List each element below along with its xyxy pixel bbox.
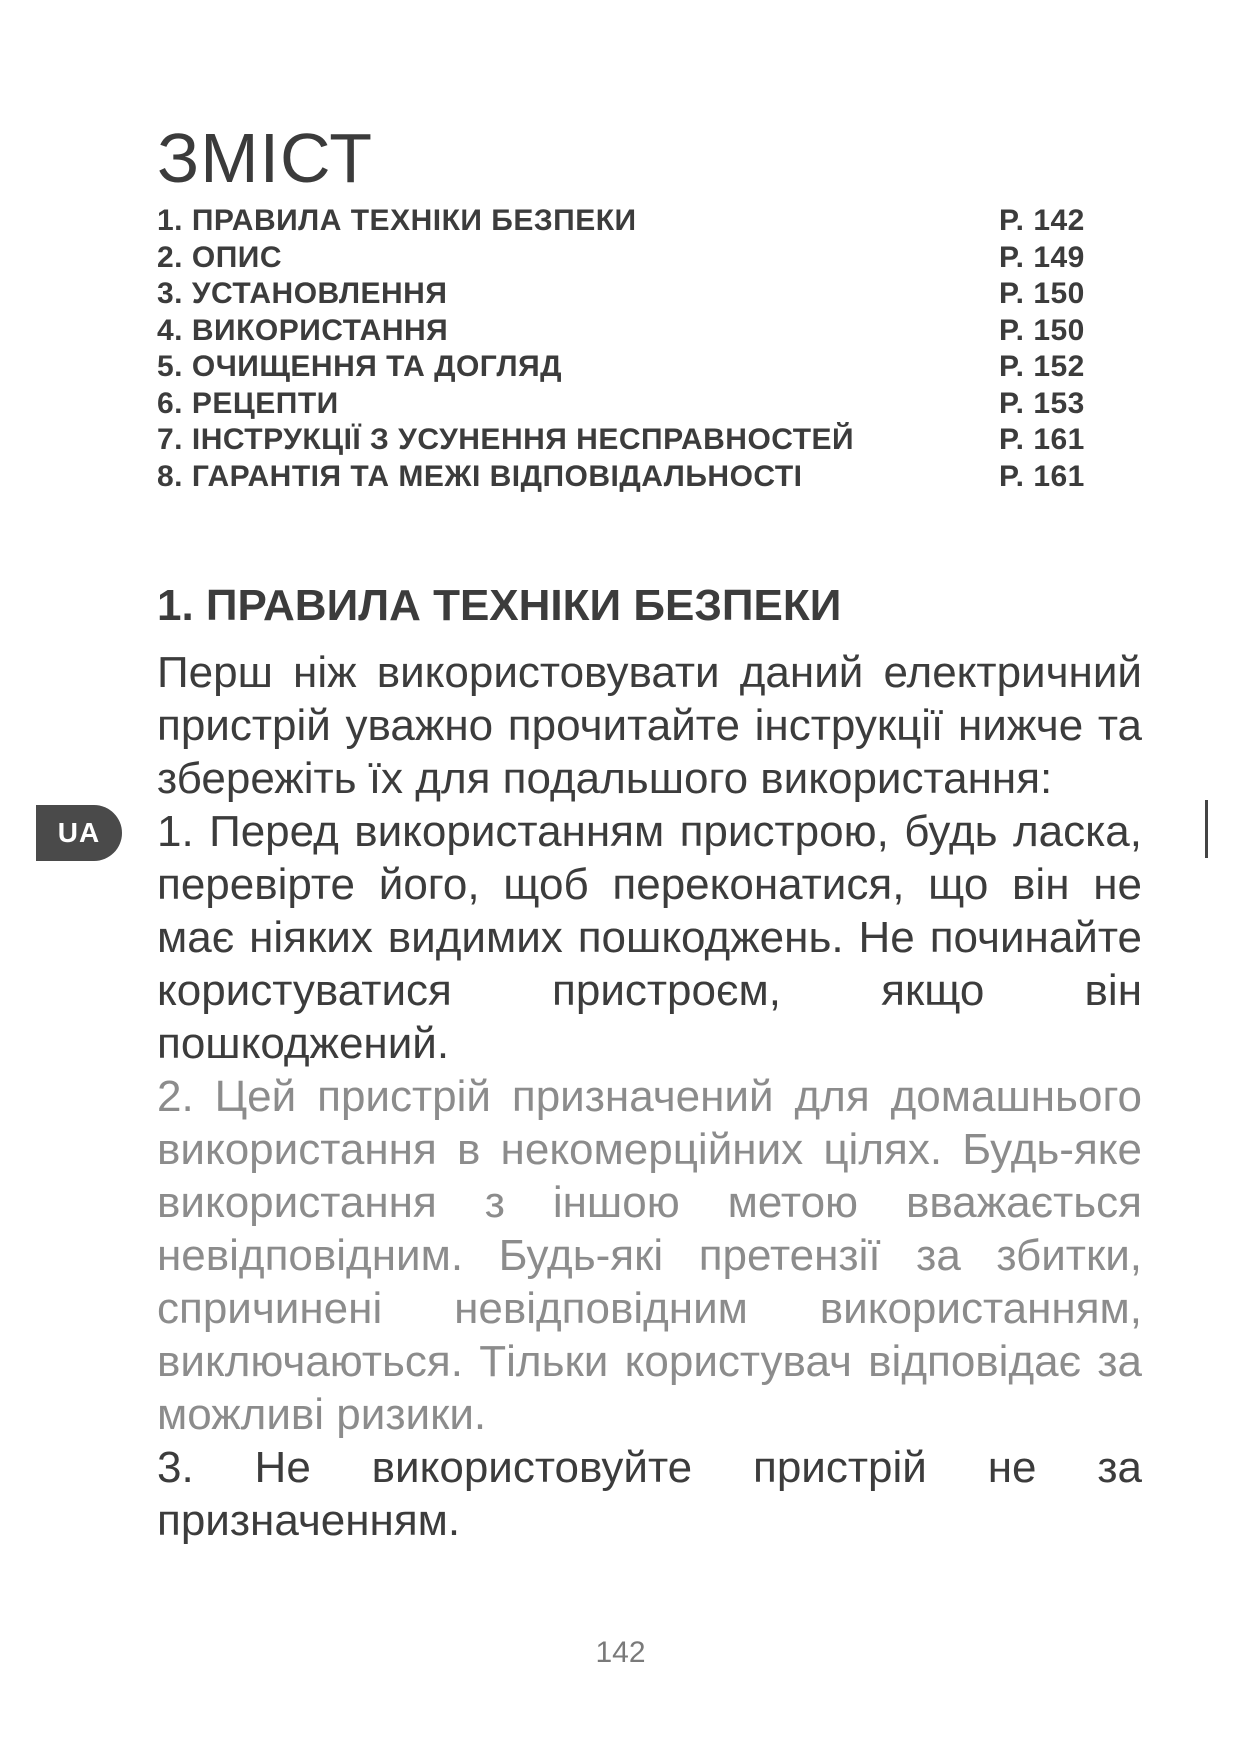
toc-item[interactable] — [157, 349, 1087, 386]
toc-item-label: 3. УСТАНОВЛЕННЯ — [157, 277, 448, 310]
toc-item[interactable] — [157, 203, 1087, 240]
toc-item-label: 6. РЕЦЕПТИ — [157, 386, 339, 420]
toc-item-label: 5. ОЧИЩЕННЯ ТА ДОГЛЯД — [157, 350, 563, 383]
toc-item-page: P. 161 — [999, 459, 1085, 493]
section-body — [157, 646, 1142, 1547]
toc-item-page: P. 150 — [999, 277, 1085, 310]
toc-item-page: P. 142 — [999, 204, 1085, 237]
margin-divider — [1205, 800, 1208, 858]
safety-rule-2: 2. Цей пристрій призначений для домашнього використання в некомерційних цілях. Будь-яке використання з іншою метою вважається невідповідним. Будь-які претензії за збитки, спричинені невідповідним використанням, виключаються. Тільки користувач відповідає за можливі ризики. — [157, 1072, 1142, 1439]
toc-item-label: 4. ВИКОРИСТАННЯ — [157, 313, 449, 347]
intro-paragraph: Перш ніж використовувати даний електричний пристрій уважно прочитайте інструкції нижче та збережіть їх для подальшого використання: — [157, 648, 1142, 803]
safety-rule-1: 1. Перед використанням пристрою, будь ласка, перевірте його, щоб переконатися, що він не має ніяких видимих пошкоджень. Не починайте користуватися пристроєм, якщо він пошкоджений. — [157, 807, 1142, 1068]
toc-item[interactable] — [157, 459, 1087, 496]
table-of-contents — [157, 203, 1087, 495]
page-number: 142 — [595, 1636, 646, 1669]
toc-item-label: 8. ГАРАНТІЯ ТА МЕЖІ ВІДПОВІДАЛЬНОСТІ — [157, 459, 803, 493]
toc-item-page: P. 150 — [999, 313, 1085, 347]
toc-item-label: 1. ПРАВИЛА ТЕХНІКИ БЕЗПЕКИ — [157, 204, 637, 237]
toc-item-page: P. 153 — [999, 386, 1085, 420]
toc-item-page: P. 149 — [999, 240, 1085, 274]
toc-item[interactable] — [157, 386, 1087, 423]
section-heading: 1. ПРАВИЛА ТЕХНІКИ БЕЗПЕКИ — [157, 581, 842, 630]
toc-item[interactable] — [157, 240, 1087, 277]
toc-item[interactable] — [157, 422, 1087, 459]
language-tab: UA — [36, 805, 122, 861]
toc-item-label: 2. ОПИС — [157, 240, 282, 274]
toc-item-label: 7. ІНСТРУКЦІЇ З УСУНЕННЯ НЕСПРАВНОСТЕЙ — [157, 423, 855, 456]
toc-item[interactable] — [157, 276, 1087, 313]
toc-item[interactable] — [157, 313, 1087, 350]
safety-rule-3: 3. Не використовуйте пристрій не за призначенням. — [157, 1443, 1142, 1545]
toc-title: ЗМІСТ — [157, 119, 374, 197]
toc-item-page: P. 152 — [999, 350, 1085, 383]
toc-item-page: P. 161 — [999, 423, 1085, 456]
